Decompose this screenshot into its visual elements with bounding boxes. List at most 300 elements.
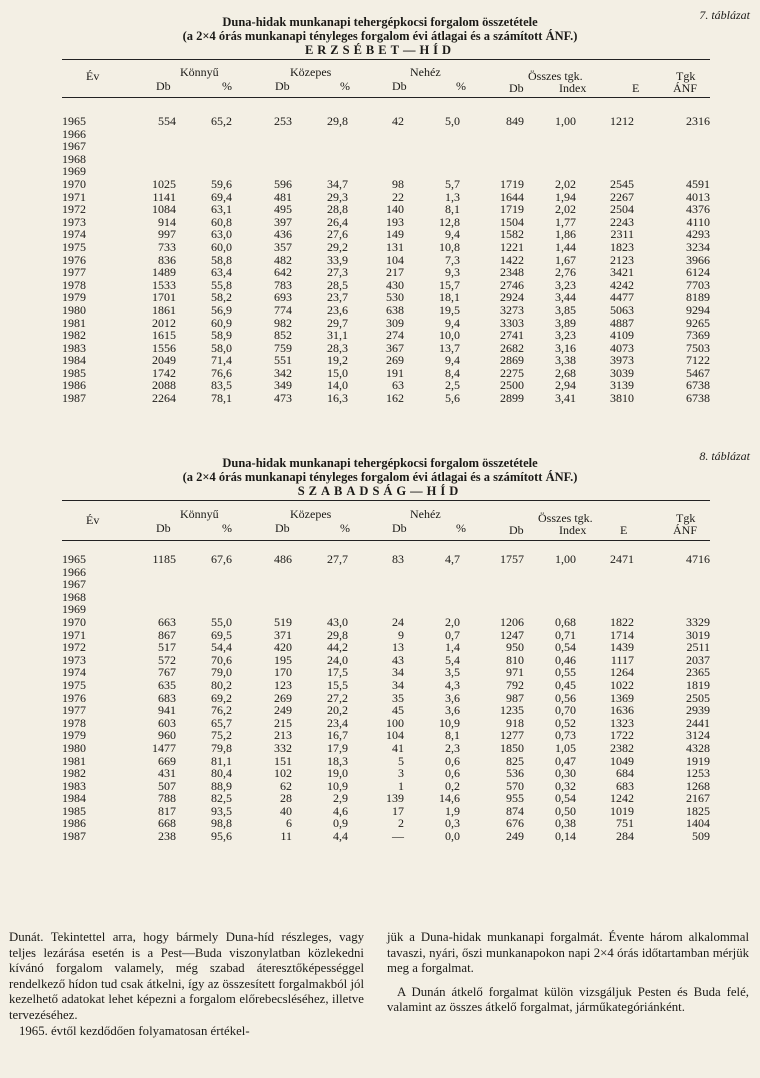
value-cell: 13,7 [439,340,460,355]
value-cell: 3966 [686,252,710,267]
value-cell: 162 [386,391,404,406]
value-cell: 2382 [610,740,634,755]
value-cell: 102 [274,766,292,781]
value-cell: 0,6 [445,766,460,781]
value-cell: 27,6 [327,227,348,242]
data-table [62,115,710,405]
year-cell: 1968 [62,151,86,166]
table-row [62,115,710,128]
value-cell: 0,50 [555,803,576,818]
value-cell [176,566,232,579]
value-cell: 2123 [610,252,634,267]
value-cell [348,153,404,166]
value-cell: 1,77 [555,214,576,229]
value-cell: 3,89 [555,315,576,330]
value-cell: 59,6 [211,176,232,191]
value-cell: 4887 [610,315,634,330]
value-cell [108,128,176,141]
value-cell: 41 [392,740,404,755]
value-cell [292,578,348,591]
value-cell: 1701 [152,290,176,305]
value-cell: 58,9 [211,328,232,343]
value-cell: 63,1 [211,202,232,217]
value-cell: 3,41 [555,391,576,406]
value-cell: 60,9 [211,315,232,330]
year-cell: 1965 [62,552,86,566]
value-cell [460,578,524,591]
value-cell: 2012 [152,315,176,330]
value-cell: 1242 [610,791,634,806]
value-cell: 1268 [686,778,710,793]
value-cell: 1615 [152,328,176,343]
value-cell: 1,00 [555,552,576,566]
header-tgk: Tgk [676,69,696,83]
header-nehez-db: Db [392,79,407,93]
value-cell: 2049 [152,353,176,368]
value-cell [460,128,524,141]
value-cell: 676 [506,816,524,831]
data-table [62,553,710,843]
value-cell: 4,3 [445,677,460,692]
value-cell: 810 [506,652,524,667]
value-cell: 642 [274,265,292,280]
value-cell: 1822 [610,614,634,629]
value-cell: 8189 [686,290,710,305]
year-cell: 1986 [62,378,86,393]
value-cell [232,128,292,141]
value-cell: 0,55 [555,665,576,680]
value-cell: 3,6 [445,690,460,705]
value-cell: 3,38 [555,353,576,368]
value-cell: 473 [274,391,292,406]
value-cell: 14,0 [327,378,348,393]
header-tgk: Tgk [676,511,696,525]
header-nehez-pct: % [456,79,466,93]
value-cell [460,591,524,604]
value-cell: 733 [158,239,176,254]
value-cell: 274 [386,328,404,343]
value-cell: 774 [274,302,292,317]
value-cell: 530 [386,290,404,305]
value-cell [176,153,232,166]
value-cell: 519 [274,614,292,629]
table-row [62,140,710,153]
value-cell: 2504 [610,202,634,217]
value-cell [404,153,460,166]
value-cell [108,591,176,604]
value-cell: 8,1 [445,202,460,217]
value-cell: 69,5 [211,627,232,642]
table-row [62,830,710,843]
value-cell: 342 [274,365,292,380]
value-cell: 3 [398,766,404,781]
value-cell: 792 [506,677,524,692]
value-cell: 759 [274,340,292,355]
value-cell: 16,7 [327,728,348,743]
value-cell: 95,6 [211,829,232,844]
header-index: Index [559,81,587,95]
value-cell: 867 [158,627,176,642]
value-cell: 58,0 [211,340,232,355]
value-cell [404,591,460,604]
value-cell: 80,2 [211,677,232,692]
value-cell: 29,7 [327,315,348,330]
value-cell: 12,8 [439,214,460,229]
value-cell: 941 [158,703,176,718]
value-cell: 1757 [500,552,524,566]
table-row [62,792,710,805]
value-cell [634,591,710,604]
year-cell: 1977 [62,703,86,718]
value-cell: 34 [392,665,404,680]
value-cell: 0,14 [555,829,576,844]
value-cell: 6738 [686,391,710,406]
value-cell: 78,1 [211,391,232,406]
year-cell: 1981 [62,315,86,330]
value-cell: 1489 [152,265,176,280]
value-cell: 17 [392,803,404,818]
year-cell: 1971 [62,627,86,642]
value-cell [108,566,176,579]
value-cell [232,578,292,591]
table-row [62,392,710,405]
value-cell: 10,8 [439,239,460,254]
header-konnyu-db: Db [156,79,171,93]
bridge-name: SZABADSÁG—HÍD [297,484,463,498]
header-bottom-rule [62,97,710,98]
value-cell: 874 [506,803,524,818]
value-cell: 817 [158,803,176,818]
value-cell: 98,8 [211,816,232,831]
value-cell: 217 [386,265,404,280]
value-cell: 2,76 [555,265,576,280]
value-cell: 63,4 [211,265,232,280]
value-cell: 635 [158,677,176,692]
year-cell: 1975 [62,239,86,254]
year-cell: 1974 [62,227,86,242]
value-cell: 28 [280,791,292,806]
value-cell: 80,4 [211,766,232,781]
value-cell: 4477 [610,290,634,305]
value-cell: 1277 [500,728,524,743]
value-cell: 15,5 [327,677,348,692]
value-cell: 15,0 [327,365,348,380]
value-cell: 918 [506,715,524,730]
table-row [62,641,710,654]
value-cell: 10,0 [439,328,460,343]
value-cell: 14,6 [439,791,460,806]
value-cell: 16,3 [327,391,348,406]
value-cell: 0,0 [445,829,460,844]
value-cell: 193 [386,214,404,229]
value-cell: 284 [616,829,634,844]
value-cell: 1644 [500,189,524,204]
header-anf: ÁNF [673,81,698,95]
value-cell: 554 [158,114,176,128]
value-cell: 669 [158,753,176,768]
value-cell: 104 [386,252,404,267]
value-cell: 60,8 [211,214,232,229]
value-cell [292,591,348,604]
value-cell: 2500 [500,378,524,393]
value-cell [292,140,348,153]
value-cell [232,591,292,604]
value-cell: 24,0 [327,652,348,667]
value-cell: 69,2 [211,690,232,705]
value-cell: 3303 [500,315,524,330]
value-cell: 1722 [610,728,634,743]
value-cell: 1084 [152,202,176,217]
value-cell: 0,7 [445,627,460,642]
value-cell: 1477 [152,740,176,755]
value-cell: 9,3 [445,265,460,280]
value-cell: 0,32 [555,778,576,793]
value-cell: 22 [392,189,404,204]
value-cell: 2311 [610,227,634,242]
value-cell: 0,9 [333,816,348,831]
value-cell: 1,05 [555,740,576,755]
value-cell: 852 [274,328,292,343]
year-cell: 1977 [62,265,86,280]
value-cell: 1,44 [555,239,576,254]
value-cell: 29,3 [327,189,348,204]
value-cell: 788 [158,791,176,806]
value-cell: 23,4 [327,715,348,730]
value-cell: 0,46 [555,652,576,667]
value-cell: 1022 [610,677,634,692]
value-cell [348,578,404,591]
value-cell: 5063 [610,302,634,317]
table-title: Duna-hidak munkanapi tehergépkocsi forgalom összetétele [222,456,538,470]
value-cell [576,153,634,166]
value-cell: 71,4 [211,353,232,368]
value-cell: 0,47 [555,753,576,768]
header-index: Index [559,523,587,537]
value-cell: 982 [274,315,292,330]
value-cell: 140 [386,202,404,217]
value-cell: 55,0 [211,614,232,629]
value-cell: 570 [506,778,524,793]
value-cell: 28,3 [327,340,348,355]
value-cell: 26,4 [327,214,348,229]
year-cell: 1979 [62,728,86,743]
value-cell: 2037 [686,652,710,667]
value-cell: 24 [392,614,404,629]
value-cell: 482 [274,252,292,267]
value-cell: 536 [506,766,524,781]
value-cell: 2746 [500,277,524,292]
header-e: E [620,523,628,537]
value-cell: 420 [274,640,292,655]
year-cell: 1976 [62,252,86,267]
value-cell: 0,54 [555,791,576,806]
value-cell: 2264 [152,391,176,406]
value-cell: 309 [386,315,404,330]
value-cell: 15,7 [439,277,460,292]
value-cell [576,140,634,153]
value-cell: 58,2 [211,290,232,305]
table-label: 7. táblázat [699,8,750,22]
value-cell: 683 [158,690,176,705]
value-cell: 1141 [152,189,176,204]
value-cell: 1422 [500,252,524,267]
value-cell: 1582 [500,227,524,242]
value-cell: 42 [392,114,404,128]
year-cell: 1981 [62,753,86,768]
table-row [62,767,710,780]
value-cell: 34 [392,677,404,692]
value-cell: 19,5 [439,302,460,317]
year-cell: 1985 [62,803,86,818]
value-cell: 1,67 [555,252,576,267]
value-cell: 82,5 [211,791,232,806]
value-cell: 3973 [610,353,634,368]
value-cell: 2511 [686,640,710,655]
value-cell: 430 [386,277,404,292]
value-cell: 6738 [686,378,710,393]
table-row [62,578,710,591]
value-cell: 1719 [500,176,524,191]
value-cell: 19,0 [327,766,348,781]
value-cell: 3,16 [555,340,576,355]
value-cell: 6 [286,816,292,831]
year-cell: 1973 [62,214,86,229]
value-cell: 238 [158,829,176,844]
value-cell: 98 [392,176,404,191]
value-cell [524,153,576,166]
header-nehez: Nehéz [410,65,441,79]
value-cell: 4328 [686,740,710,755]
value-cell [524,591,576,604]
value-cell: 2316 [686,114,710,128]
header-kozepes-pct: % [340,521,350,535]
year-cell: 1967 [62,577,86,592]
value-cell [292,128,348,141]
value-cell: 596 [274,176,292,191]
value-cell: 1819 [686,677,710,692]
year-cell: 1980 [62,302,86,317]
value-cell: 849 [506,114,524,128]
value-cell [576,591,634,604]
table-row [62,553,710,566]
value-cell: 4073 [610,340,634,355]
table-row [62,203,710,216]
value-cell: 0,56 [555,690,576,705]
value-cell: 253 [274,114,292,128]
header-kozepes: Közepes [290,65,332,79]
value-cell: 2 [398,816,404,831]
value-cell: 1404 [686,816,710,831]
value-cell: 191 [386,365,404,380]
value-cell: 481 [274,189,292,204]
value-cell [460,566,524,579]
value-cell: 4376 [686,202,710,217]
value-cell: 65,7 [211,715,232,730]
value-cell: 431 [158,766,176,781]
value-cell: 1850 [500,740,524,755]
value-cell: 3234 [686,239,710,254]
header-bottom-rule [62,540,710,541]
value-cell: 1,86 [555,227,576,242]
value-cell: 1206 [500,614,524,629]
header-top-rule [62,500,710,501]
year-cell: 1965 [62,114,86,128]
value-cell [576,566,634,579]
value-cell: 1714 [610,627,634,642]
year-cell: 1979 [62,290,86,305]
header-osszes: Összes tgk. [528,69,583,83]
value-cell: 914 [158,214,176,229]
value-cell: 65,2 [211,114,232,128]
value-cell: 18,3 [327,753,348,768]
value-cell: 1221 [500,239,524,254]
value-cell: 0,54 [555,640,576,655]
value-cell: 3,23 [555,277,576,292]
value-cell: 7122 [686,353,710,368]
value-cell: 2,94 [555,378,576,393]
value-cell: 7503 [686,340,710,355]
value-cell: 603 [158,715,176,730]
value-cell: 0,30 [555,766,576,781]
value-cell: 509 [692,829,710,844]
value-cell [108,578,176,591]
table-row [62,304,710,317]
value-cell: 2924 [500,290,524,305]
header-konnyu-db: Db [156,521,171,535]
value-cell: 950 [506,640,524,655]
value-cell: 56,9 [211,302,232,317]
value-cell: 8,4 [445,365,460,380]
value-cell: 1247 [500,627,524,642]
value-cell: 7703 [686,277,710,292]
value-cell: 81,1 [211,753,232,768]
value-cell: 3139 [610,378,634,393]
value-cell: 1253 [686,766,710,781]
year-cell: 1973 [62,652,86,667]
value-cell: 4109 [610,328,634,343]
value-cell: 2167 [686,791,710,806]
value-cell [404,140,460,153]
value-cell: 1,3 [445,189,460,204]
value-cell: 60,0 [211,239,232,254]
value-cell [460,140,524,153]
value-cell: 67,6 [211,552,232,566]
value-cell: 8,1 [445,728,460,743]
value-cell: 1,9 [445,803,460,818]
value-cell: 5,4 [445,652,460,667]
year-cell: 1987 [62,829,86,844]
header-kozepes-pct: % [340,79,350,93]
value-cell: 397 [274,214,292,229]
value-cell: 10,9 [439,715,460,730]
value-cell [176,591,232,604]
value-cell: 2505 [686,690,710,705]
value-cell: 1212 [610,114,634,128]
header-osszes-db: Db [509,523,524,537]
value-cell: 20,2 [327,703,348,718]
value-cell: 1823 [610,239,634,254]
value-cell: 19,2 [327,353,348,368]
value-cell: 767 [158,665,176,680]
table-row [62,742,710,755]
value-cell: 3810 [610,391,634,406]
value-cell: 43 [392,652,404,667]
table-subtitle: (a 2×4 órás munkanapi tényleges forgalom évi átlagai és a számított ÁNF.) [182,29,578,43]
value-cell: 9,4 [445,315,460,330]
value-cell: 1719 [500,202,524,217]
value-cell: 1019 [610,803,634,818]
value-cell [524,578,576,591]
